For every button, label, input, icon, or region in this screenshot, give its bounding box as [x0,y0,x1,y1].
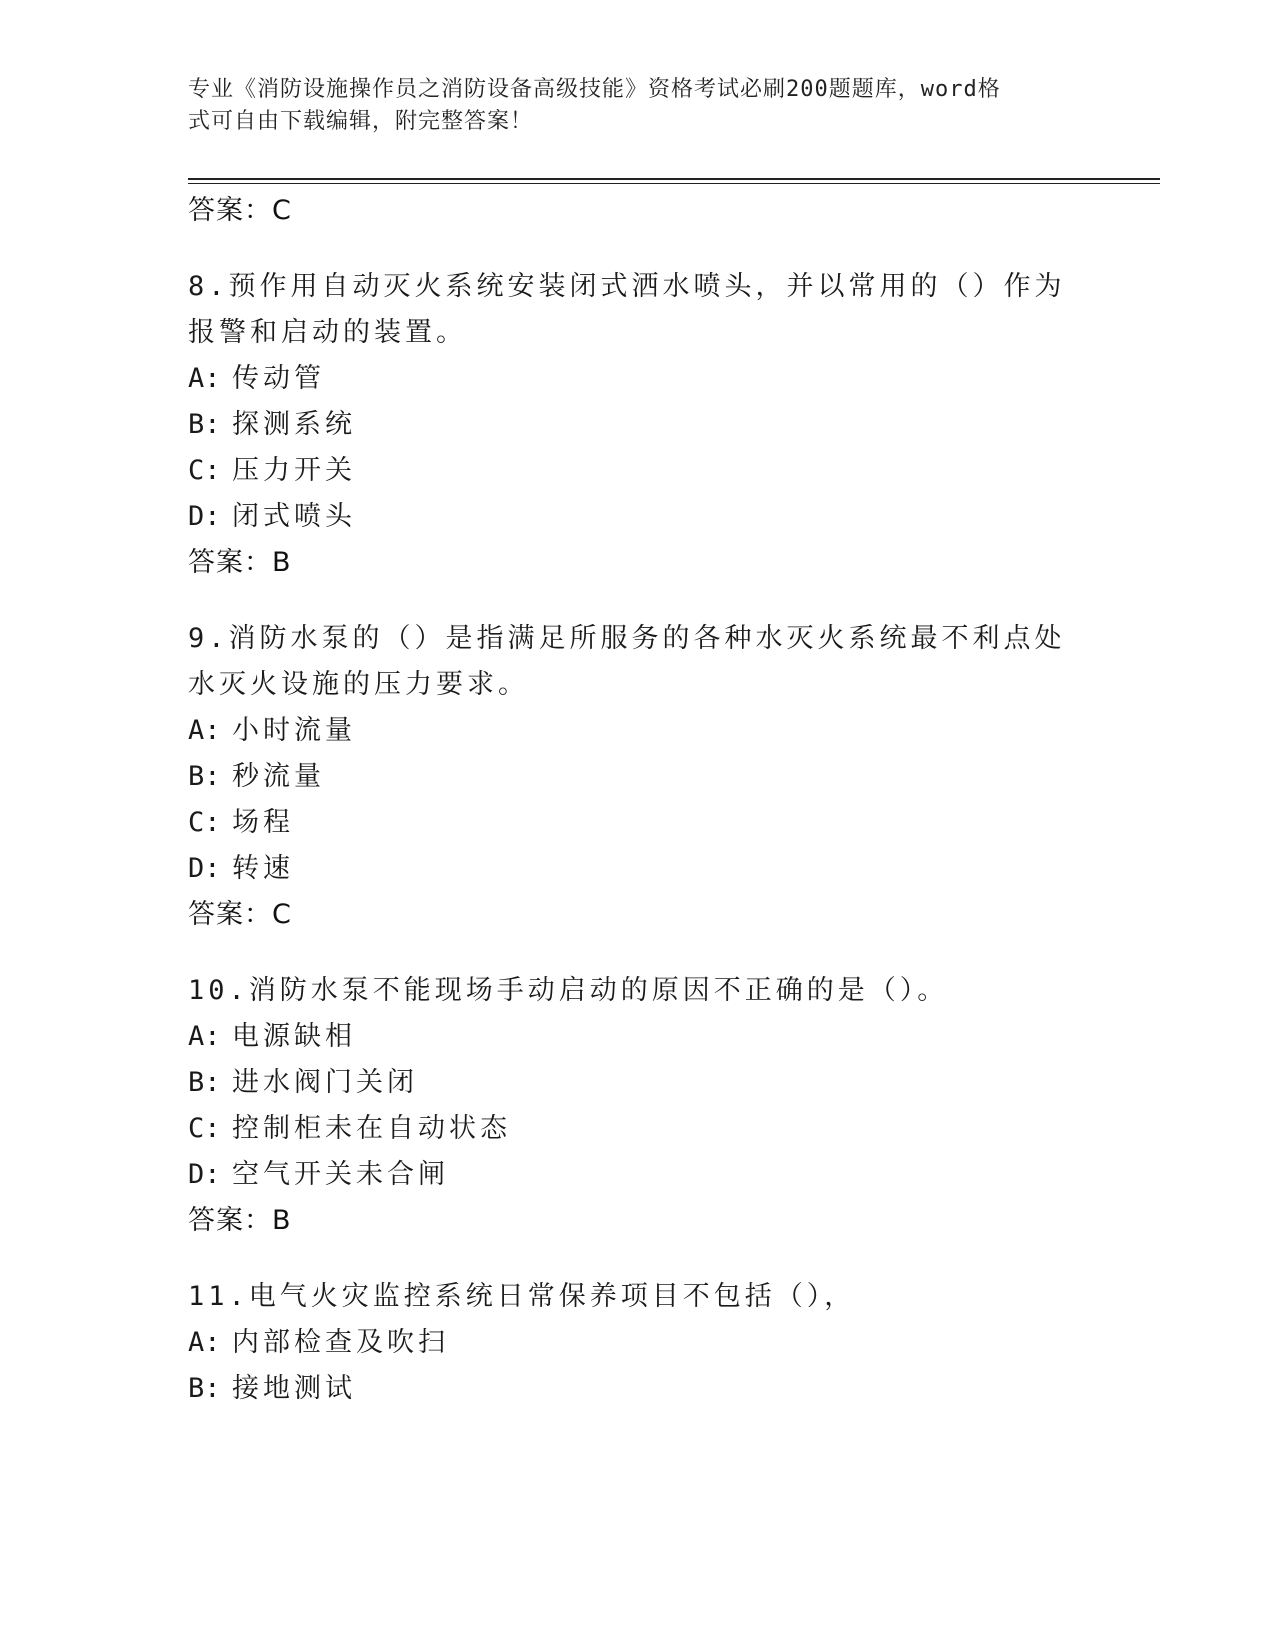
option-key: B: [188,1067,221,1098]
option-text: 小时流量 [232,715,356,746]
question-8 [188,264,1088,586]
option-key: A: [188,1327,221,1358]
option-text: 空气开关未合闸 [232,1159,449,1190]
option-key: B: [188,409,221,440]
question-answer: 答案：B [188,547,292,578]
option-text: 探测系统 [232,409,356,440]
option-key: A: [188,715,221,746]
option-text: 接地测试 [232,1373,356,1404]
option-d [188,1152,1088,1198]
option-key: D: [188,501,221,532]
option-key: A: [188,363,221,394]
option-key: B: [188,761,221,792]
document-header [188,74,1068,138]
option-key: D: [188,1159,221,1190]
option-a [188,356,1088,402]
question-list [188,188,1088,1442]
question-answer: 答案：B [188,1205,292,1236]
option-text: 场程 [232,807,294,838]
option-c [188,1106,1088,1152]
option-a [188,708,1088,754]
option-text: 电源缺相 [232,1021,356,1052]
previous-question-answer: 答案：C [188,195,292,226]
question-stem: 8.预作用自动灭火系统安装闭式洒水喷头，并以常用的（）作为报警和启动的装置。 [188,271,1066,348]
question-10 [188,968,1088,1244]
question-stem: 10.消防水泵不能现场手动启动的原因不正确的是（）。 [188,975,949,1006]
option-d [188,494,1088,540]
option-a [188,1320,1088,1366]
option-d [188,846,1088,892]
option-a [188,1014,1088,1060]
option-text: 内部检查及吹扫 [232,1327,449,1358]
option-key: C: [188,455,221,486]
option-key: A: [188,1021,221,1052]
header-title-line-1: 专业《消防设施操作员之消防设备高级技能》资格考试必刷200题题库，word格 [188,77,1001,102]
option-key: B: [188,1373,221,1404]
option-key: D: [188,853,221,884]
option-text: 压力开关 [232,455,356,486]
option-b [188,754,1088,800]
option-text: 传动管 [232,363,325,394]
question-stem: 11.电气火灾监控系统日常保养项目不包括（）， [188,1281,856,1312]
option-c [188,800,1088,846]
option-text: 转速 [232,853,294,884]
option-b [188,402,1088,448]
option-key: C: [188,1113,221,1144]
option-c [188,448,1088,494]
header-title-line-2: 式可自由下载编辑，附完整答案！ [188,109,534,134]
option-key: C: [188,807,221,838]
option-text: 控制柜未在自动状态 [232,1113,511,1144]
option-text: 闭式喷头 [232,501,356,532]
header-divider [188,178,1160,180]
question-stem: 9.消防水泵的（）是指满足所服务的各种水灭火系统最不利点处水灭火设施的压力要求。 [188,623,1066,700]
option-text: 秒流量 [232,761,325,792]
question-11 [188,1274,1088,1412]
option-b [188,1060,1088,1106]
question-9 [188,616,1088,938]
question-answer: 答案：C [188,899,292,930]
option-b [188,1366,1088,1412]
option-text: 进水阀门关闭 [232,1067,418,1098]
